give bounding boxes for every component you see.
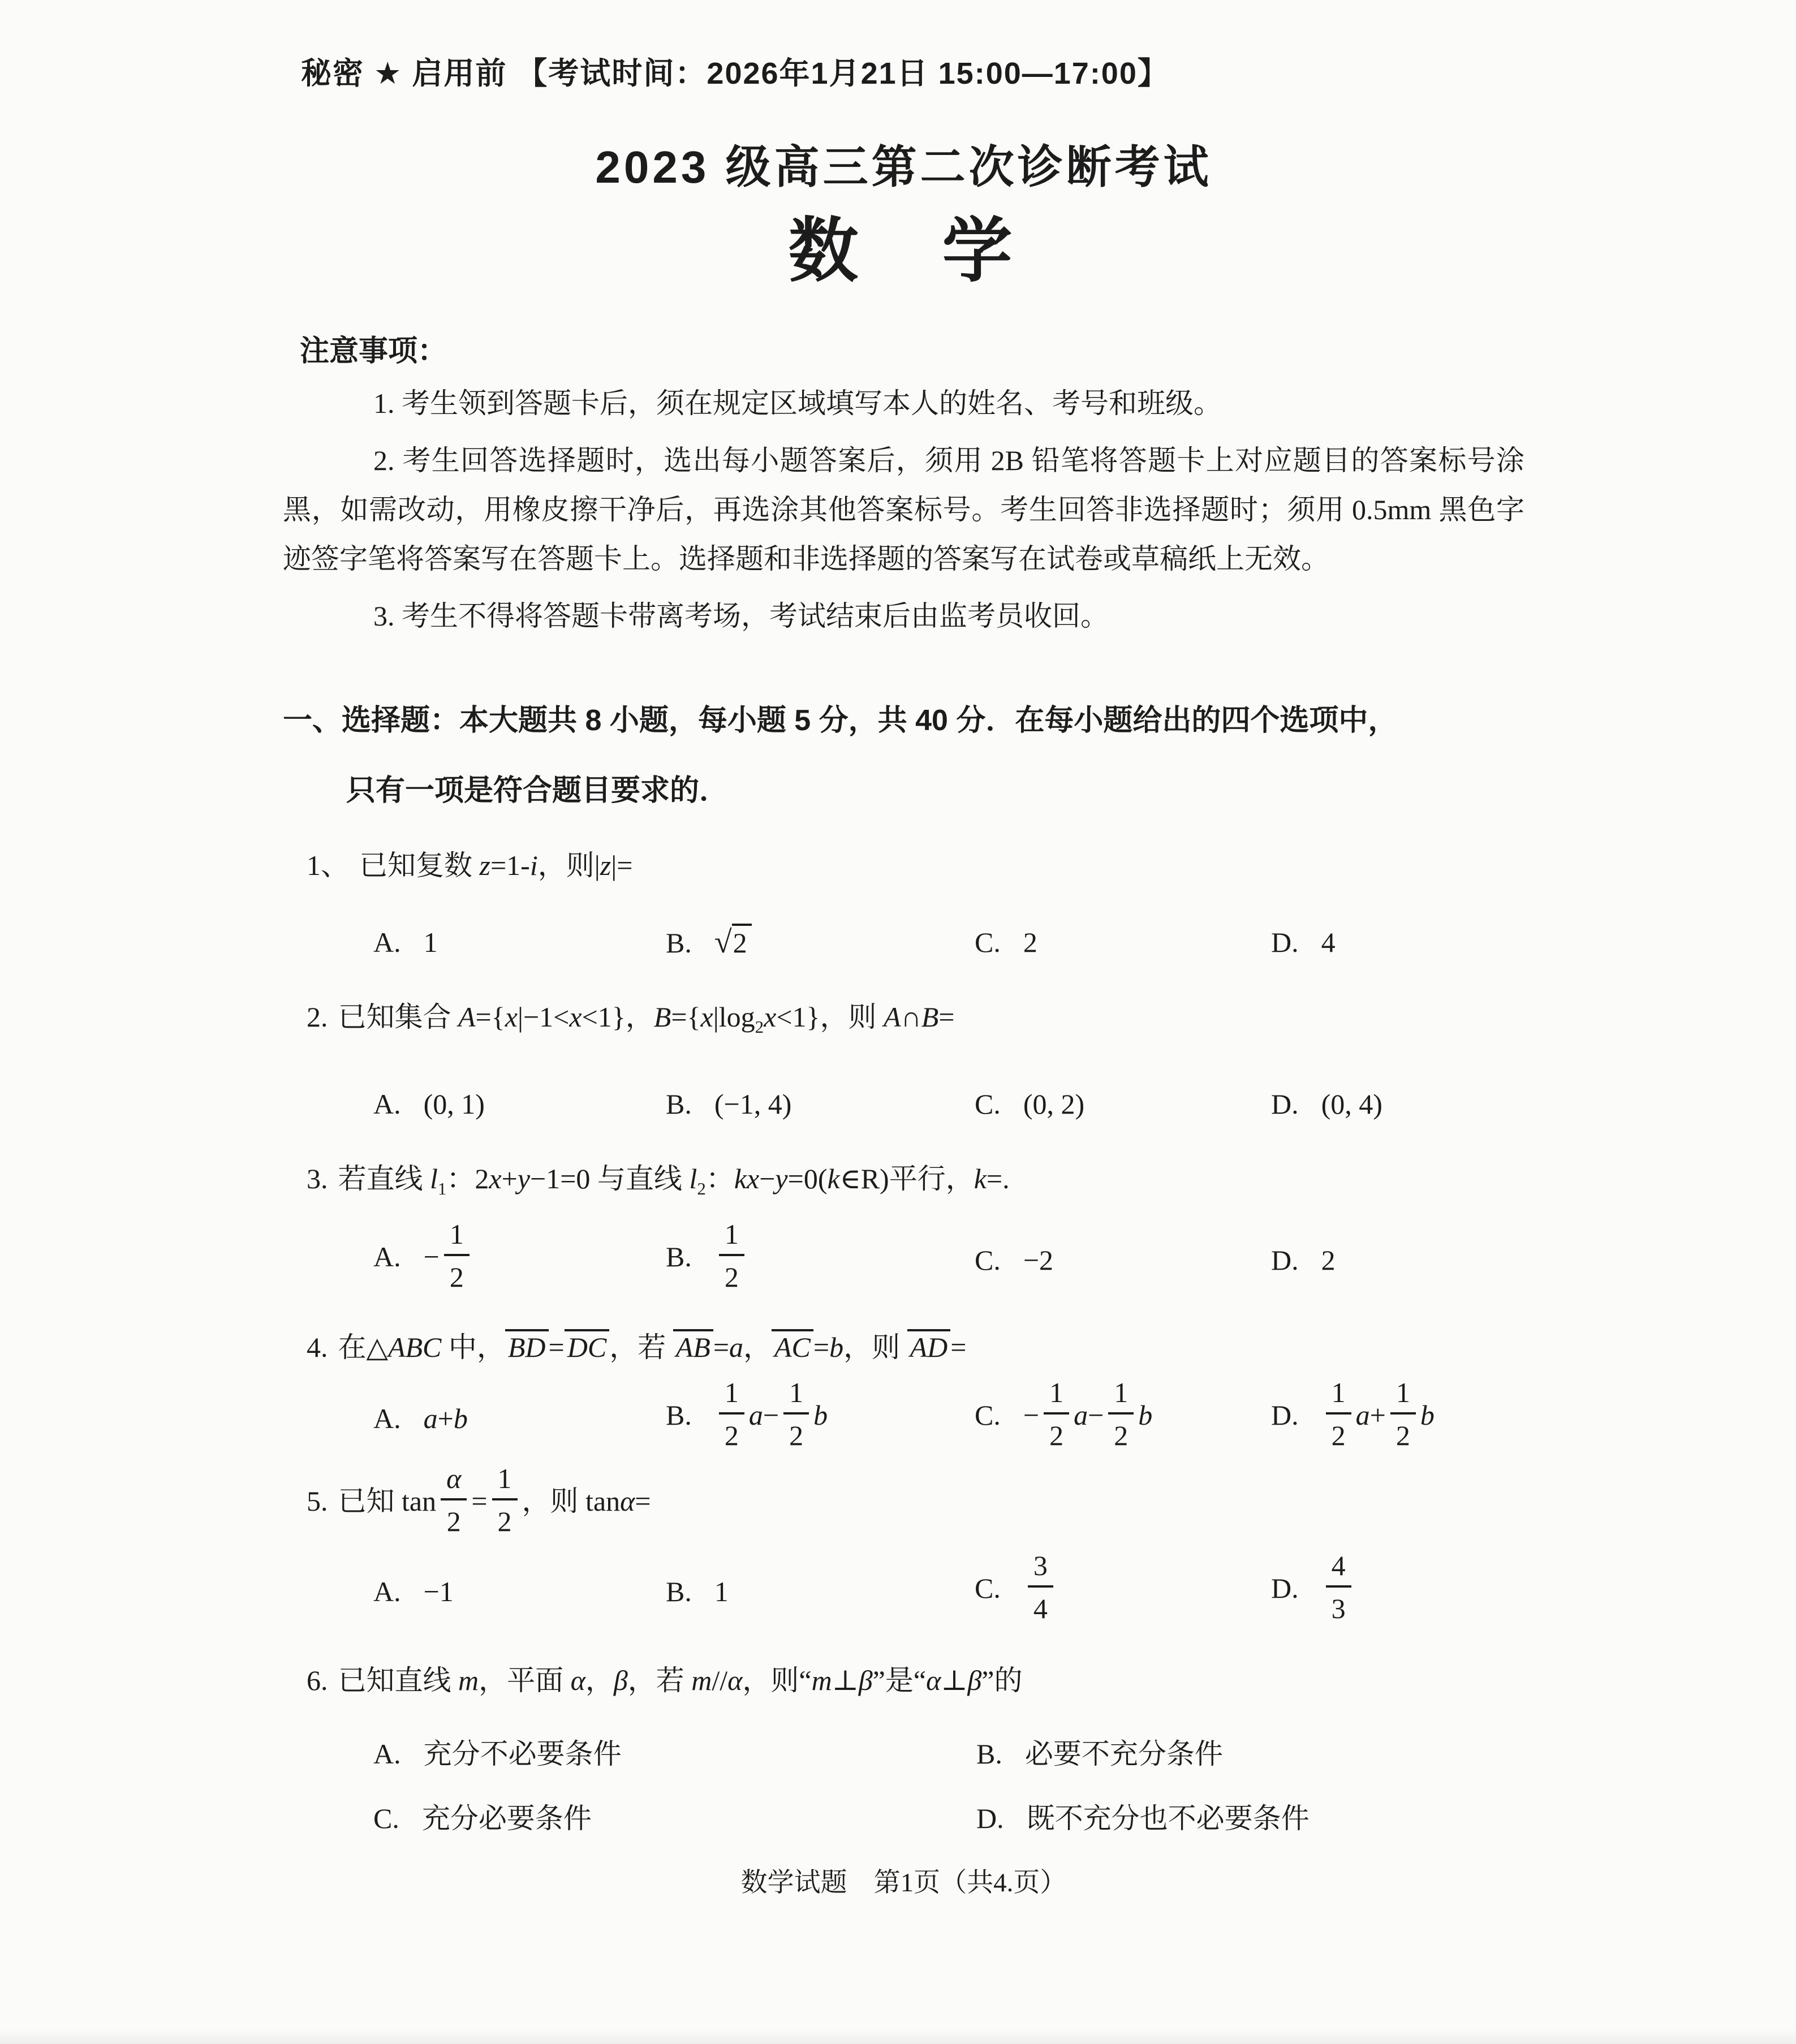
notice-item-2: 2. 考生回答选择题时，选出每小题答案后，须用 2B 铅笔将答题卡上对应题目的答案标号涂黑，如需改动，用橡皮擦干净后，再选涂其他答案标号。考生回答非选择题时；须用 0.5mm 黑色字迹签字笔将答案写在答题卡上。选择题和非选择题的答案写在试卷或草稿纸上无效。 <box>283 445 1525 575</box>
option-label: D. <box>976 1802 1004 1834</box>
option-3-c <box>975 1244 1271 1277</box>
option-label: D. <box>1271 1572 1299 1605</box>
option-label: B. <box>666 1399 692 1431</box>
option-1-d <box>1271 926 1524 959</box>
option-5-a <box>373 1575 666 1608</box>
question-2 <box>307 991 1524 1129</box>
option-label: B. <box>666 927 692 959</box>
option-2-a <box>373 1088 666 1120</box>
question-1 <box>307 840 1524 968</box>
option-label: A. <box>373 1403 401 1434</box>
question-3-stem-line <box>307 1153 1524 1214</box>
option-text: (−1, 4) <box>714 1088 792 1120</box>
option-6-c <box>373 1796 976 1836</box>
option-label: D. <box>1271 1399 1299 1431</box>
option-label: C. <box>975 1572 1001 1605</box>
question-4-stem-line <box>307 1322 1524 1373</box>
option-text: $\frac{4}{3}$ <box>1321 1572 1356 1604</box>
option-2-d <box>1271 1088 1524 1120</box>
question-2-number: 2. <box>307 1001 328 1033</box>
notice-item-3: 3. 考生不得将答题卡带离考场，考试结束后由监考员收回。 <box>373 600 1109 632</box>
notice-heading: 注意事项： <box>300 335 447 368</box>
exam-title: 2023 级高三第二次诊断考试 <box>595 142 1212 192</box>
option-text: (0, 1) <box>423 1088 485 1120</box>
option-3-a <box>373 1218 666 1298</box>
option-text: 2 <box>1023 926 1037 958</box>
section-heading-line-1: 一、选择题：本大题共 8 小题，每小题 5 分，共 40 分．在每小题给出的四个选项中， <box>283 704 1398 737</box>
question-6-options <box>307 1731 1524 1836</box>
option-label: C. <box>373 1802 399 1834</box>
question-5-stem-line <box>307 1463 1524 1542</box>
option-text: a+b <box>423 1403 468 1434</box>
subject-title: 数 学 <box>788 212 1019 290</box>
question-1-stem-line <box>307 840 1524 891</box>
option-label: B. <box>666 1241 692 1273</box>
scan-shadow-edge <box>0 2029 1796 2044</box>
option-text: $\frac{3}{4}$ <box>1023 1572 1058 1604</box>
option-text: $\frac{1}{2}$ a− $\frac{1}{2}$ b <box>714 1399 828 1431</box>
option-6-a <box>373 1731 976 1772</box>
option-2-c <box>975 1088 1271 1120</box>
option-text: 必要不充分条件 <box>1024 1738 1223 1770</box>
option-text: 充分不必要条件 <box>423 1738 622 1770</box>
option-text: (0, 4) <box>1321 1088 1382 1120</box>
option-2-b <box>666 1088 975 1120</box>
question-3-options <box>307 1218 1524 1298</box>
option-label: B. <box>976 1738 1002 1770</box>
question-1-options <box>307 917 1524 968</box>
question-list <box>283 840 1524 1836</box>
option-5-d <box>1271 1550 1524 1629</box>
page-footer: 数学试题 第1页（共4.页） <box>740 1868 1067 1898</box>
option-1-b <box>666 924 975 960</box>
question-5-options <box>307 1550 1524 1629</box>
option-label: A. <box>373 1241 401 1273</box>
question-5 <box>307 1463 1524 1629</box>
option-text: (0, 2) <box>1023 1088 1085 1120</box>
option-text: 1 <box>423 926 438 958</box>
option-label: D. <box>1271 926 1299 958</box>
option-label: A. <box>373 1088 401 1120</box>
option-4-b <box>666 1377 975 1456</box>
option-label: D. <box>1271 1088 1299 1120</box>
option-4-a <box>373 1402 666 1435</box>
option-label: C. <box>975 926 1001 958</box>
section-heading-line-2: 只有一项是符合题目要求的． <box>346 774 729 807</box>
option-text: −1 <box>423 1576 454 1607</box>
option-label: C. <box>975 1088 1001 1120</box>
option-5-b <box>666 1575 975 1608</box>
question-2-options <box>307 1079 1524 1129</box>
notice-section <box>283 331 1524 641</box>
option-text: $\frac{1}{2}$ <box>714 1241 749 1273</box>
question-4-stem: 在△ABC 中， BD = DC ，若 AB =a， AC =b，则 AD = <box>338 1331 967 1363</box>
option-label: B. <box>666 1576 692 1607</box>
option-label: B. <box>666 1088 692 1120</box>
option-6-d <box>976 1796 1524 1836</box>
option-text: 4 <box>1321 926 1336 958</box>
option-text: √2 <box>714 927 752 959</box>
question-5-number: 5. <box>307 1485 328 1517</box>
question-6-stem-line <box>307 1653 1524 1707</box>
option-label: A. <box>373 926 401 958</box>
question-3-number: 3. <box>307 1163 328 1195</box>
question-4-options <box>307 1377 1524 1456</box>
option-label: A. <box>373 1576 401 1607</box>
option-text: 1 <box>714 1576 729 1607</box>
notice-item-1: 1. 考生领到答题卡后，须在规定区域填写本人的姓名、考号和班级。 <box>373 387 1222 419</box>
option-4-c <box>975 1377 1271 1456</box>
option-text: 充分必要条件 <box>421 1802 592 1834</box>
option-5-c <box>975 1550 1271 1629</box>
question-1-number: 1、 <box>307 849 349 881</box>
question-6-number: 6. <box>307 1664 328 1696</box>
question-2-stem-line <box>307 991 1524 1053</box>
option-label: D. <box>1271 1244 1299 1276</box>
question-6 <box>307 1653 1524 1836</box>
option-text: 2 <box>1321 1244 1336 1276</box>
option-1-a <box>373 926 666 959</box>
question-2-stem: 已知集合 A={x|−1<x<1}，$B=\{x|\log_2x<1\}$，则 A∩B= <box>338 1001 955 1037</box>
option-3-b <box>666 1218 975 1298</box>
question-3 <box>307 1153 1524 1298</box>
option-3-d <box>1271 1244 1524 1277</box>
option-text: − $\frac{1}{2}$ <box>424 1241 474 1273</box>
option-text: $\frac{1}{2}$ a+ $\frac{1}{2}$ b <box>1321 1399 1435 1431</box>
option-text: 既不充分也不必要条件 <box>1026 1802 1310 1834</box>
option-4-d <box>1271 1377 1524 1456</box>
option-label: A. <box>373 1738 401 1770</box>
question-3-stem: 若直线 $l_1$：2x+y−1=0 与直线 $l_2$：kx−y=0(k∈R)平行，k=. <box>338 1163 1010 1198</box>
question-4 <box>307 1322 1524 1456</box>
question-6-stem: 已知直线 m，平面 α，β，若 m//α，则“m⊥β”是“α⊥β”的 <box>338 1664 1023 1696</box>
header-secrecy-line: 秘密 ★ 启用前 【考试时间：2026年1月21日 15:00—17:00】 <box>301 57 1169 90</box>
option-text: −2 <box>1023 1244 1054 1276</box>
option-label: C. <box>975 1399 1001 1431</box>
option-text: − $\frac{1}{2}$ a− $\frac{1}{2}$ b <box>1023 1377 1153 1451</box>
option-6-b <box>976 1731 1524 1772</box>
question-5-stem: 已知 tan $\frac{\alpha}{2}$ = $\frac{1}{2}$ ，则 tanα= <box>338 1463 651 1537</box>
option-label: C. <box>975 1244 1001 1276</box>
option-1-c <box>975 926 1271 959</box>
question-4-number: 4. <box>307 1331 328 1363</box>
choice-section-heading <box>283 695 1524 816</box>
question-1-stem: 已知复数 z=1-i，则|z|= <box>359 849 633 881</box>
